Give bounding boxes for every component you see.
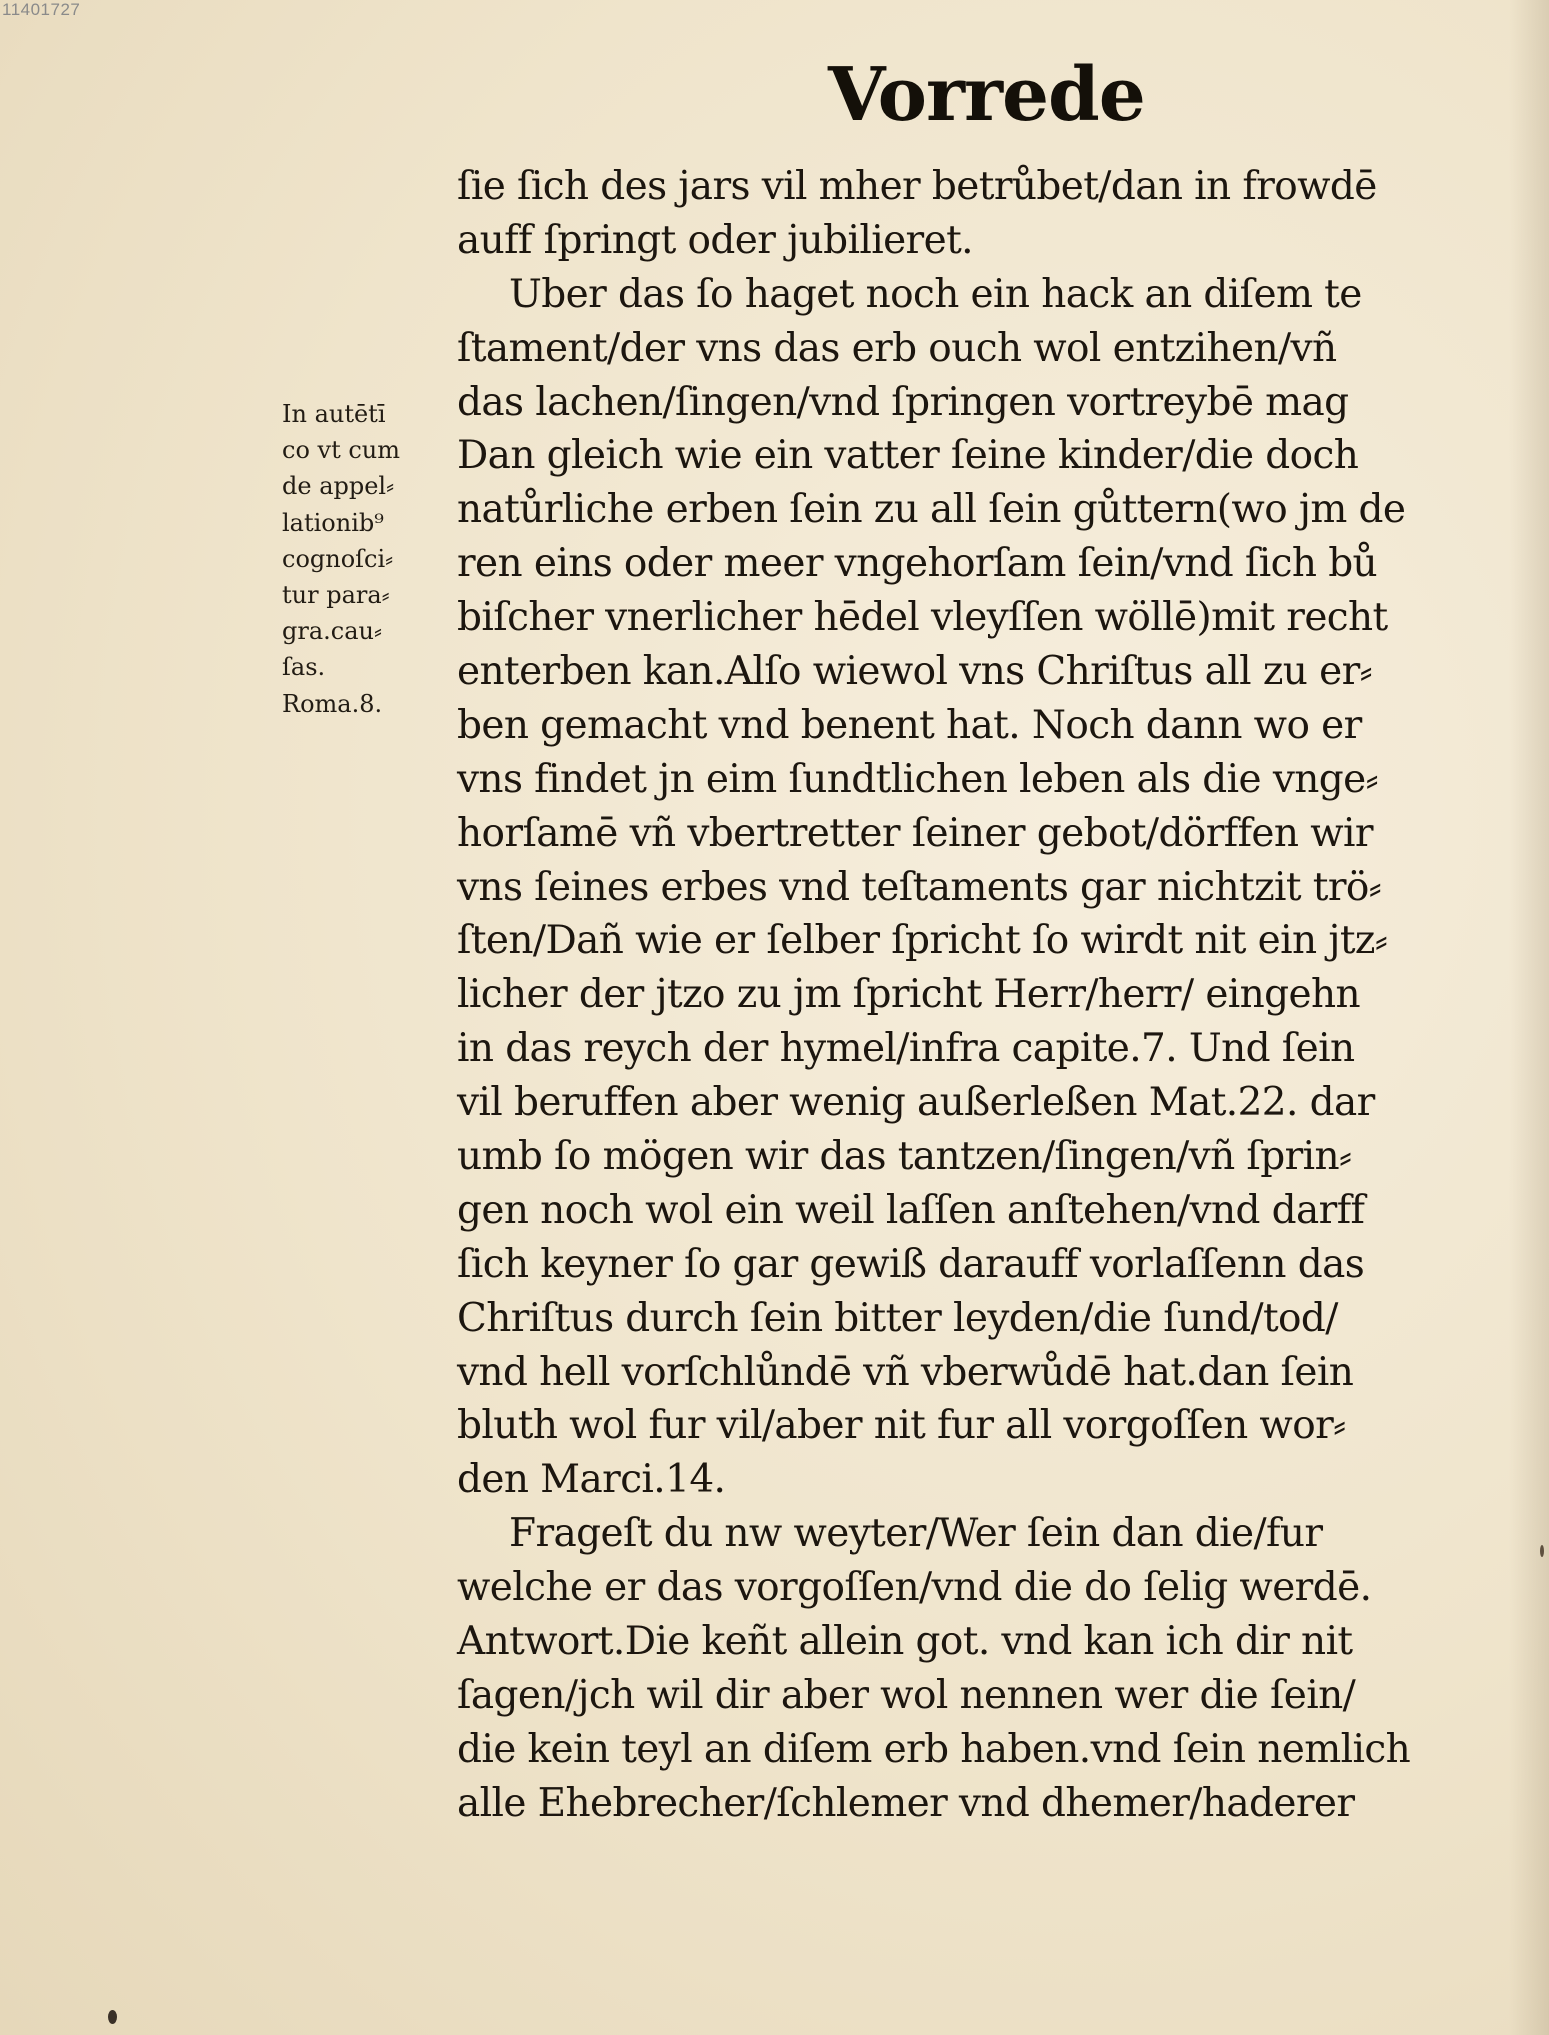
text-line: vns ſeines erbes vnd teſtaments gar nichtzit trö⸗	[457, 864, 1382, 910]
text-line: enterben kan.Alſo wiewol vns Chriſtus all zu er⸗	[457, 649, 1373, 695]
text-line: bluth wol fur vil/aber nit fur all vorgoſſen wor⸗	[457, 1403, 1346, 1449]
text-line: ſie ſich des jars vil mher betrůbet/dan in frowdē	[457, 164, 1377, 209]
text-line: gen noch wol ein weil laſſen anſtehen/vnd darff	[457, 1187, 1365, 1233]
text-line: das lachen/ſingen/vnd ſpringen vortreybē mag	[457, 379, 1349, 425]
text-line: ſten/Dañ wie er ſelber ſpricht ſo wirdt nit ein jtz⸗	[457, 918, 1388, 964]
text-line: biſcher vnerlicher hēdel vleyſſen wöllē)mit recht	[457, 595, 1388, 641]
text-line: ren eins oder meer vngehorſam ſein/vnd ſich bů	[457, 541, 1378, 587]
text-line: Antwort.Die keñt allein got. vnd kan ich dir nit	[457, 1619, 1353, 1665]
paper-speck	[1540, 1545, 1544, 1557]
running-head: Vorrede	[828, 52, 1145, 138]
text-line: Chriſtus durch ſein bitter leyden/die ſund/tod/	[457, 1295, 1338, 1341]
text-line: vnd hell vorſchlůndē vñ vberwůdē hat.dan ſein	[457, 1349, 1354, 1395]
text-line: ben gemacht vnd benent hat. Noch dann wo er	[457, 702, 1362, 748]
body-text	[457, 160, 1477, 1831]
text-line: natůrliche erben ſein zu all ſein gůttern(wo jm de	[457, 487, 1406, 533]
margin-note-line: Roma.8.	[282, 689, 383, 718]
text-line: vil beruffen aber wenig außerleßen Mat.22. dar	[457, 1080, 1375, 1126]
text-line: Frageſt du nw weyter/Wer ſein dan die/fur	[509, 1511, 1323, 1557]
margin-note-line: ſas.	[282, 653, 326, 682]
text-line: in das reych der hymel/infra capite.7. Und ſein	[457, 1026, 1355, 1072]
margin-note-line: co vt cum	[282, 436, 401, 465]
text-line: die kein teyl an diſem erb haben.vnd ſein nemlich	[457, 1726, 1411, 1772]
paper-speck	[108, 2010, 117, 2024]
text-line: umb ſo mögen wir das tantzen/ſingen/vñ ſprin⸗	[457, 1134, 1352, 1180]
text-line: Uber das ſo haget noch ein hack an diſem te	[509, 271, 1362, 317]
text-line: ſtament/der vns das erb ouch wol entzihen/vñ	[457, 325, 1337, 371]
margin-notes	[282, 396, 442, 722]
text-line: vns findet jn eim ſundtlichen leben als die vnge⸗	[457, 756, 1378, 802]
margin-note-line: gra.cau⸗	[282, 617, 382, 646]
margin-note-line: In autētī	[282, 400, 386, 428]
text-line: alle Ehebrecher/ſchlemer vnd dhemer/haderer	[457, 1780, 1355, 1826]
text-line: den Marci.14.	[457, 1457, 726, 1503]
text-line: ſagen/jch wil dir aber wol nennen wer die ſein/	[457, 1672, 1356, 1718]
margin-note-line: cognoſci⸗	[282, 544, 394, 573]
corner-id-label: 11401727	[2, 0, 81, 19]
margin-note-line: lationib⁹	[282, 508, 384, 537]
text-line: horſamē vñ vbertretter ſeiner gebot/dörffen wir	[457, 810, 1373, 856]
text-line: auff ſpringt oder jubilieret.	[457, 217, 973, 263]
text-line: ſich keyner ſo gar gewiß darauff vorlaſſenn das	[457, 1241, 1365, 1287]
margin-note-line: de appel⸗	[282, 472, 395, 501]
text-line: welche er das vorgoſſen/vnd die do ſelig werdē.	[457, 1565, 1372, 1611]
margin-note-line: tur para⸗	[282, 580, 390, 609]
text-line: licher der jtzo zu jm ſpricht Herr/herr/ eingehn	[457, 972, 1361, 1018]
text-line: Dan gleich wie ein vatter ſeine kinder/die doch	[457, 433, 1359, 479]
